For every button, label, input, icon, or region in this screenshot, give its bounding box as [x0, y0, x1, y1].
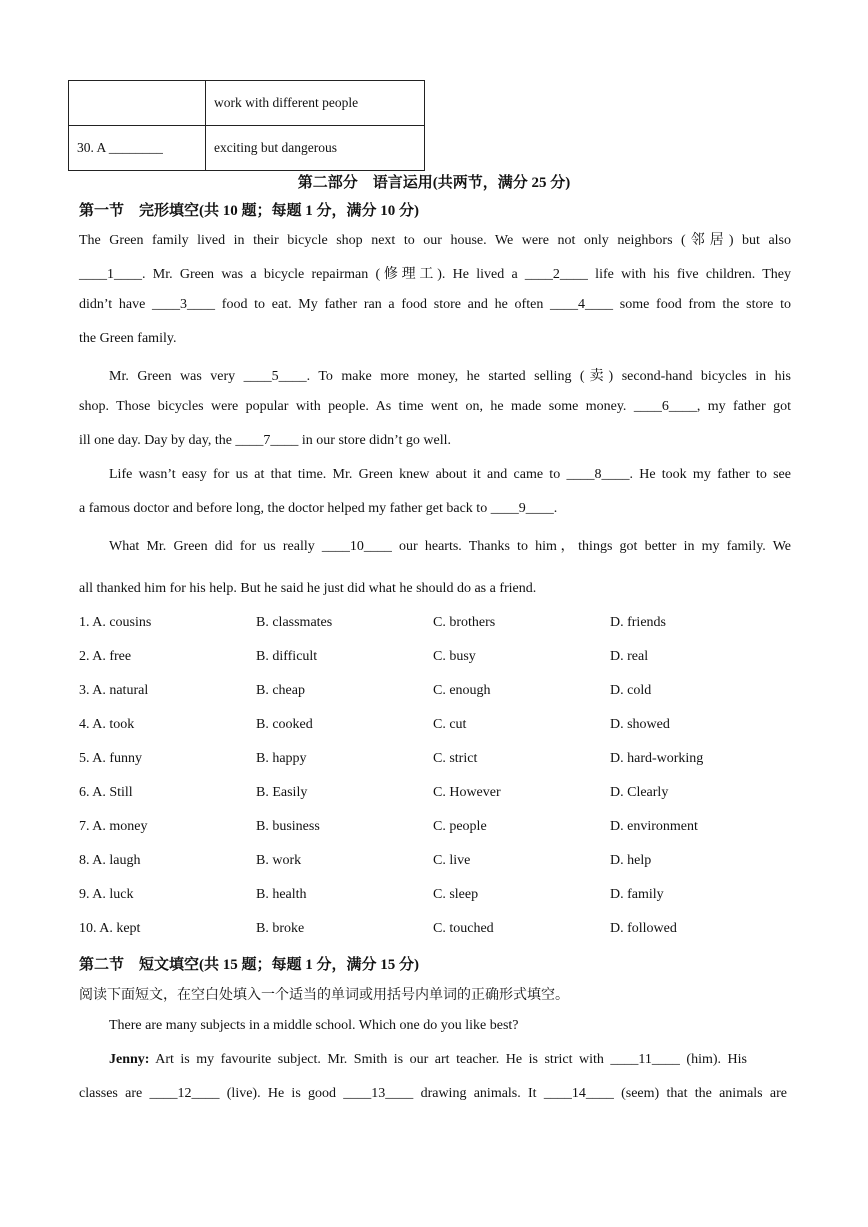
passage1-line: the Green family.	[79, 331, 177, 346]
table-cell: exciting but dangerous	[206, 126, 425, 171]
option-b: B. classmates	[256, 615, 333, 630]
table-cell	[69, 81, 206, 126]
option-d: D. help	[610, 853, 652, 868]
option-c: C. sleep	[433, 887, 479, 902]
section1-title: 第一节 完形填空(共 10 题；每题 1 分，满分 10 分)	[79, 203, 419, 219]
passage2-line	[109, 1052, 747, 1068]
passage1-line: Life wasn’t easy for us at that time. Mr. Green knew about it and came to ____8____. He took my father to see	[109, 467, 791, 482]
passage1-line: What Mr. Green did for us really ____10____ our hearts. Thanks to him，things got better in my family. We	[109, 539, 791, 554]
option-a: 2. A. free	[79, 649, 132, 664]
option-a: 3. A. natural	[79, 683, 149, 698]
option-d: D. hard-working	[610, 751, 704, 766]
option-c: C. brothers	[433, 615, 496, 630]
option-d: D. Clearly	[610, 785, 669, 800]
option-c: C. live	[433, 853, 471, 868]
option-d: D. followed	[610, 921, 677, 936]
option-a: 6. A. Still	[79, 785, 133, 800]
option-a: 9. A. luck	[79, 887, 134, 902]
option-b: B. Easily	[256, 785, 308, 800]
option-a: 8. A. laugh	[79, 853, 141, 868]
passage1-line: shop. Those bicycles were popular with people. As time went on, he made some money. ____6____, my father got	[79, 399, 791, 414]
speaker-name: Jenny:	[109, 1052, 150, 1067]
passage1-line: ____1____. Mr. Green was a bicycle repairman (修理工). He lived a ____2____ life with his five children. They	[79, 267, 791, 282]
section2-instructions: 阅读下面短文，在空白处填入一个适当的单词或用括号内单词的正确形式填空。	[79, 988, 569, 1003]
option-c: C. touched	[433, 921, 494, 936]
option-c: C. enough	[433, 683, 491, 698]
table-cell: 30. A ________	[69, 126, 206, 171]
option-b: B. health	[256, 887, 307, 902]
option-a: 10. A. kept	[79, 921, 141, 936]
option-b: B. broke	[256, 921, 305, 936]
passage2-line: classes are ____12____ (live). He is good ____13____ drawing animals. It ____14____ (seem) that the animals are	[79, 1086, 787, 1101]
option-d: D. environment	[610, 819, 698, 834]
option-a: 4. A. took	[79, 717, 135, 732]
option-a: 5. A. funny	[79, 751, 142, 766]
passage1-line: The Green family lived in their bicycle shop next to our house. We were not only neighbors (邻居) but also	[79, 233, 791, 248]
answer-table	[68, 80, 425, 171]
passage1-line: a famous doctor and before long, the doctor helped my father get back to ____9____.	[79, 501, 558, 516]
option-d: D. friends	[610, 615, 666, 630]
option-c: C. strict	[433, 751, 478, 766]
passage1-line: Mr. Green was very ____5____. To make more money, he started selling (卖) second-hand bicycles in his	[109, 369, 791, 384]
passage2-intro: There are many subjects in a middle school. Which one do you like best?	[109, 1018, 519, 1033]
passage1-line: all thanked him for his help. But he said he just did what he should do as a friend.	[79, 581, 537, 596]
part2-title: 第二部分 语言运用(共两节，满分 25 分)	[297, 175, 571, 191]
option-b: B. business	[256, 819, 320, 834]
option-d: D. cold	[610, 683, 652, 698]
option-a: 1. A. cousins	[79, 615, 152, 630]
option-b: B. difficult	[256, 649, 318, 664]
option-b: B. work	[256, 853, 302, 868]
option-c: C. cut	[433, 717, 467, 732]
option-b: B. happy	[256, 751, 307, 766]
option-c: C. people	[433, 819, 487, 834]
option-c: C. However	[433, 785, 501, 800]
option-d: D. family	[610, 887, 664, 902]
passage1-line: didn’t have ____3____ food to eat. My father ran a food store and he often ____4____ some food from the store to	[79, 297, 791, 312]
passage1-line: ill one day. Day by day, the ____7____ in our store didn’t go well.	[79, 433, 451, 448]
table-row	[69, 126, 425, 171]
option-c: C. busy	[433, 649, 476, 664]
passage2-text: Art is my favourite subject. Mr. Smith is our art teacher. He is strict with ____11____ (him). His	[149, 1052, 747, 1067]
option-d: D. showed	[610, 717, 670, 732]
option-b: B. cheap	[256, 683, 305, 698]
option-d: D. real	[610, 649, 649, 664]
table-cell: work with different people	[206, 81, 425, 126]
table-row	[69, 81, 425, 126]
option-b: B. cooked	[256, 717, 313, 732]
option-a: 7. A. money	[79, 819, 148, 834]
section2-title: 第二节 短文填空(共 15 题；每题 1 分，满分 15 分)	[79, 957, 419, 973]
